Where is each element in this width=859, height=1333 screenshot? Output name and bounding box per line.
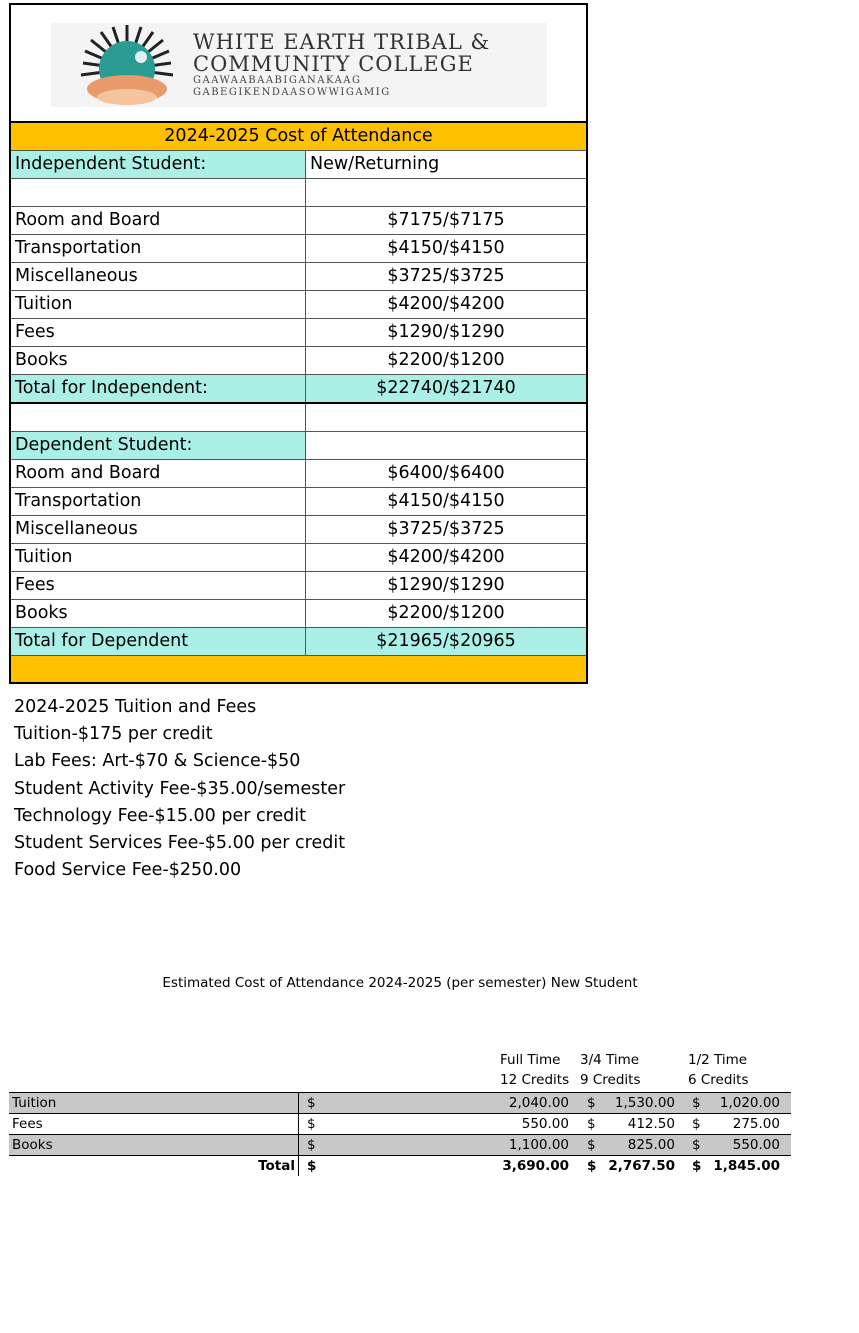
currency-symbol: $ xyxy=(692,1095,701,1111)
cost-value: $3725/$3725 xyxy=(387,519,505,539)
full-time-value: 1,100.00 xyxy=(508,1137,569,1153)
cost-row xyxy=(11,516,586,544)
estimate-total-label: Total xyxy=(258,1158,295,1174)
currency-symbol: $ xyxy=(587,1137,596,1153)
blank-row xyxy=(11,179,586,207)
half-time-value: 275.00 xyxy=(732,1116,780,1132)
cost-row xyxy=(11,235,586,263)
cost-value: $2200/$1200 xyxy=(387,350,505,370)
cost-label: Books xyxy=(11,347,306,374)
logo-subtitle-line1: GAAWAABAABIGANAKAAG xyxy=(193,75,362,86)
cost-label: Room and Board xyxy=(11,460,306,487)
estimate-row-label: Fees xyxy=(12,1116,43,1132)
cost-of-attendance-table xyxy=(9,3,588,684)
full-time-value: 550.00 xyxy=(521,1116,569,1132)
half-time-value: 1,845.00 xyxy=(713,1158,780,1174)
logo-subtitle-line2: GABEGIKENDAASOWWIGAMIG xyxy=(193,87,391,98)
cost-row xyxy=(11,572,586,600)
cost-value: $1290/$1290 xyxy=(387,322,505,342)
cost-label: Books xyxy=(11,600,306,627)
full-time-credits: 12 Credits xyxy=(500,1072,570,1088)
dependent-total-value: $21965/$20965 xyxy=(376,631,516,651)
cost-value: $4150/$4150 xyxy=(387,491,505,511)
currency-symbol: $ xyxy=(692,1158,702,1174)
independent-total-value: $22740/$21740 xyxy=(376,378,516,398)
cost-label: Tuition xyxy=(11,544,306,571)
three-quarter-time-credits: 9 Credits xyxy=(580,1072,641,1088)
footer-bar xyxy=(11,656,586,682)
estimate-row xyxy=(9,1093,791,1114)
cost-label: Fees xyxy=(11,319,306,346)
estimate-row xyxy=(9,1114,791,1135)
cost-row xyxy=(11,291,586,319)
cost-label: Fees xyxy=(11,572,306,599)
dependent-student-label: Dependent Student: xyxy=(11,432,306,459)
fee-item: Student Activity Fee-$35.00/semester xyxy=(14,778,346,799)
dependent-total-label: Total for Dependent xyxy=(11,628,306,655)
college-logo-header xyxy=(11,5,586,123)
cost-row xyxy=(11,319,586,347)
currency-symbol: $ xyxy=(307,1095,316,1111)
estimate-total-row xyxy=(9,1156,791,1176)
cost-label: Transportation xyxy=(11,235,306,262)
estimate-row-label: Tuition xyxy=(12,1095,57,1111)
cost-label: Tuition xyxy=(11,291,306,318)
cost-label: Miscellaneous xyxy=(11,516,306,543)
estimate-row xyxy=(9,1135,791,1156)
fee-item: Tuition-$175 per credit xyxy=(14,724,213,745)
tuition-fees-title: 2024-2025 Tuition and Fees xyxy=(14,697,257,717)
estimate-title: Estimated Cost of Attendance 2024-2025 (per semester) New Student xyxy=(162,975,638,991)
independent-student-label: Independent Student: xyxy=(11,151,306,178)
fee-item: Technology Fee-$15.00 per credit xyxy=(14,805,307,826)
independent-total-row xyxy=(11,375,586,404)
cost-value: $4200/$4200 xyxy=(387,294,505,314)
currency-symbol: $ xyxy=(587,1116,596,1132)
cost-row xyxy=(11,207,586,235)
logo-title-line2: COMMUNITY COLLEGE xyxy=(193,52,474,76)
dependent-total-row xyxy=(11,628,586,656)
full-time-header: Full Time xyxy=(500,1052,561,1068)
currency-symbol: $ xyxy=(587,1095,596,1111)
currency-symbol: $ xyxy=(692,1116,701,1132)
fee-item: Student Services Fee-$5.00 per credit xyxy=(14,833,346,854)
cost-row xyxy=(11,263,586,291)
independent-total-label: Total for Independent: xyxy=(11,375,306,402)
three-quarter-value: 825.00 xyxy=(627,1137,675,1153)
cost-row xyxy=(11,460,586,488)
new-returning-header: New/Returning xyxy=(310,154,440,174)
currency-symbol: $ xyxy=(307,1116,316,1132)
cost-value: $6400/$6400 xyxy=(387,463,505,483)
fee-item: Food Service Fee-$250.00 xyxy=(14,860,242,881)
college-logo xyxy=(51,23,547,107)
half-time-header: 1/2 Time xyxy=(688,1052,748,1068)
half-time-value: 1,020.00 xyxy=(719,1095,780,1111)
sunburst-logo-icon xyxy=(61,23,193,107)
blank-row xyxy=(11,404,586,432)
three-quarter-value: 1,530.00 xyxy=(614,1095,675,1111)
cost-value: $1290/$1290 xyxy=(387,575,505,595)
cost-label: Transportation xyxy=(11,488,306,515)
cost-value: $3725/$3725 xyxy=(387,266,505,286)
currency-symbol: $ xyxy=(692,1137,701,1153)
cost-value: $4200/$4200 xyxy=(387,547,505,567)
currency-symbol: $ xyxy=(587,1158,597,1174)
estimate-row-label: Books xyxy=(12,1137,53,1153)
cost-row xyxy=(11,488,586,516)
coa-title: 2024-2025 Cost of Attendance xyxy=(11,123,586,151)
cost-row xyxy=(11,347,586,375)
cost-row xyxy=(11,600,586,628)
cost-label: Room and Board xyxy=(11,207,306,234)
cost-row xyxy=(11,544,586,572)
half-time-credits: 6 Credits xyxy=(688,1072,749,1088)
currency-symbol: $ xyxy=(307,1158,317,1174)
tuition-fees-list xyxy=(14,694,345,884)
full-time-value: 2,040.00 xyxy=(508,1095,569,1111)
fee-item: Lab Fees: Art-$70 & Science-$50 xyxy=(14,751,301,772)
three-quarter-value: 2,767.50 xyxy=(608,1158,675,1174)
half-time-value: 550.00 xyxy=(732,1137,780,1153)
three-quarter-time-header: 3/4 Time xyxy=(580,1052,640,1068)
cost-value: $2200/$1200 xyxy=(387,603,505,623)
full-time-value: 3,690.00 xyxy=(502,1158,569,1174)
estimate-table xyxy=(9,1052,791,1176)
cost-value: $4150/$4150 xyxy=(387,238,505,258)
logo-title-line1: WHITE EARTH TRIBAL & xyxy=(193,30,491,54)
three-quarter-value: 412.50 xyxy=(627,1116,675,1132)
currency-symbol: $ xyxy=(307,1137,316,1153)
cost-value: $7175/$7175 xyxy=(387,210,505,230)
cost-label: Miscellaneous xyxy=(11,263,306,290)
